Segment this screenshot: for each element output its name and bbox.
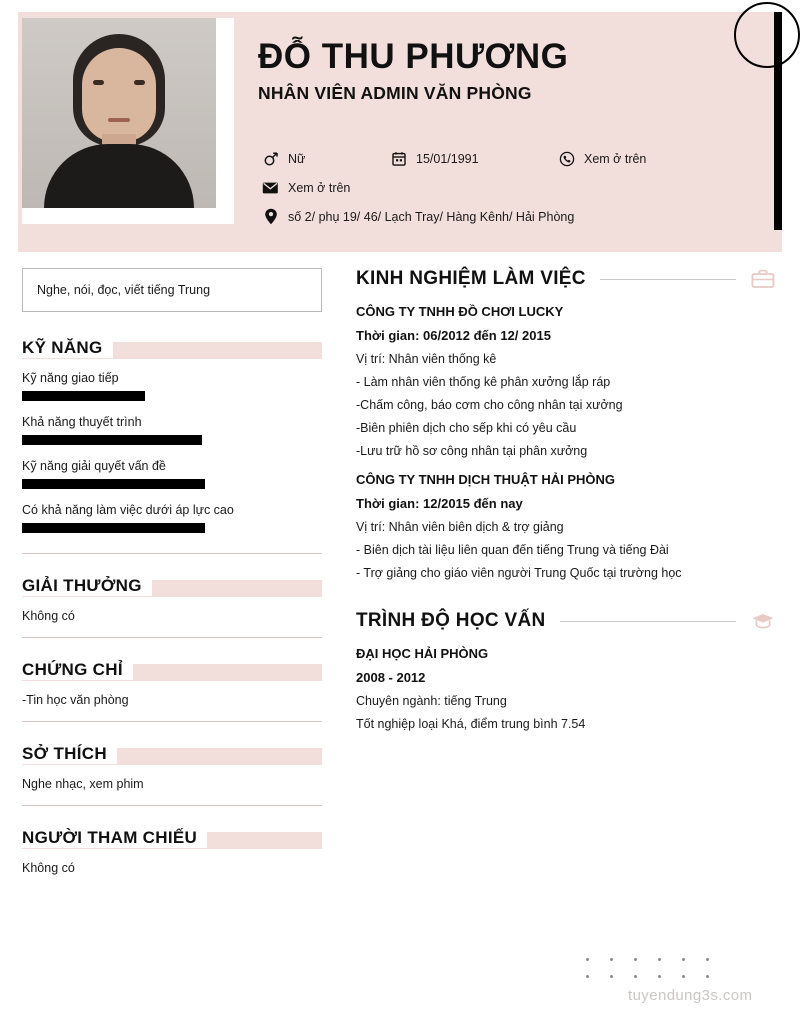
job-bullet: - Biên dịch tài liệu liên quan đến tiếng Trung và tiếng Đài: [356, 543, 669, 557]
contact-gender-label: Nữ: [288, 151, 306, 166]
skills-title: KỸ NĂNG: [22, 338, 113, 358]
skills-list: [22, 371, 322, 554]
awards-section: [22, 576, 322, 638]
certificates-body: -Tin học văn phòng: [22, 693, 322, 722]
job-bullet: -Biên phiên dịch cho sếp khi có yêu cầu: [356, 421, 577, 435]
skill-bar: [22, 391, 322, 401]
graduation-cap-icon: [750, 610, 776, 632]
job-time: Thời gian: 06/2012 đến 12/ 2015: [356, 328, 551, 343]
gender-icon: [262, 150, 279, 167]
skill-name: Khả năng thuyết trình: [22, 415, 142, 429]
skill-item: [22, 503, 322, 533]
skill-item: [22, 459, 322, 489]
contact-dob: [390, 150, 558, 167]
job-bullet: - Làm nhân viên thống kê phân xưởng lắp ráp: [356, 375, 611, 389]
contact-address: [262, 208, 574, 225]
hobbies-title: SỞ THÍCH: [22, 744, 117, 764]
contact-gender: [262, 150, 390, 167]
contact-phone-label: Xem ở trên: [584, 151, 647, 166]
job-bullet: -Chấm công, báo cơm cho công nhân tại xưởng: [356, 398, 623, 412]
name-block: [258, 38, 738, 104]
education-detail: Tốt nghiệp loại Khá, điểm trung bình 7.54: [356, 717, 586, 731]
left-column: [22, 268, 322, 911]
contact-row: [262, 208, 762, 225]
education-item: [356, 646, 776, 731]
hobbies-body: Nghe nhạc, xem phim: [22, 777, 322, 806]
education-heading: [356, 610, 776, 632]
skill-name: Kỹ năng giải quyết vấn đề: [22, 459, 166, 473]
experience-rule: [600, 279, 736, 280]
portrait-illustration: [22, 18, 216, 208]
skills-heading: [22, 338, 322, 358]
avatar: [22, 18, 216, 208]
education-rule: [560, 621, 736, 622]
skill-name: Có khả năng làm việc dưới áp lực cao: [22, 503, 234, 517]
skill-name: Kỹ năng giao tiếp: [22, 371, 119, 385]
language-box: Nghe, nói, đọc, viết tiếng Trung: [22, 268, 322, 312]
contact-info: [262, 150, 762, 237]
right-column: [356, 268, 776, 740]
experience-item: [356, 472, 776, 580]
contact-email: [262, 179, 350, 196]
contact-address-label: số 2/ phụ 19/ 46/ Lạch Tray/ Hàng Kênh/ Hải Phòng: [288, 209, 575, 224]
email-icon: [262, 179, 279, 196]
reference-section: [22, 828, 322, 889]
briefcase-icon: [750, 268, 776, 290]
certificates-heading: [22, 660, 322, 680]
hobbies-heading: [22, 744, 322, 764]
education-detail: Chuyên ngành: tiếng Trung: [356, 694, 507, 708]
certificates-title: CHỨNG CHỈ: [22, 660, 133, 680]
experience-title: KINH NGHIỆM LÀM VIỆC: [356, 268, 586, 289]
skill-bar: [22, 479, 322, 489]
reference-title: NGƯỜI THAM CHIẾU: [22, 828, 207, 848]
job-company: CÔNG TY TNHH DỊCH THUẬT HẢI PHÒNG: [356, 472, 616, 487]
header-circle-decoration: [734, 2, 800, 68]
hobbies-section: [22, 744, 322, 806]
awards-title: GIẢI THƯỞNG: [22, 576, 152, 596]
location-icon: [262, 208, 279, 225]
contact-row: [262, 150, 762, 167]
watermark: tuyendung3s.com: [628, 987, 753, 1004]
contact-row: [262, 179, 762, 196]
candidate-role: NHÂN VIÊN ADMIN VĂN PHÒNG: [258, 82, 532, 103]
contact-dob-label: 15/01/1991: [416, 151, 479, 166]
phone-icon: [558, 150, 575, 167]
education-title: TRÌNH ĐỘ HỌC VẤN: [356, 610, 546, 631]
education-years: 2008 - 2012: [356, 670, 426, 685]
experience-heading: [356, 268, 776, 290]
skills-section: [22, 338, 322, 554]
awards-heading: [22, 576, 322, 596]
job-bullet: - Trợ giảng cho giáo viên người Trung Quốc tại trường học: [356, 566, 682, 580]
experience-item: [356, 304, 776, 458]
job-position: Vị trí: Nhân viên thống kê: [356, 352, 497, 366]
job-time: Thời gian: 12/2015 đến nay: [356, 496, 523, 511]
skill-bar: [22, 523, 322, 533]
calendar-icon: [390, 150, 407, 167]
contact-email-label: Xem ở trên: [288, 180, 351, 195]
job-position: Vị trí: Nhân viên biên dịch & trợ giảng: [356, 520, 564, 534]
reference-heading: [22, 828, 322, 848]
job-company: CÔNG TY TNHH ĐỒ CHƠI LUCKY: [356, 304, 564, 319]
job-bullet: -Lưu trữ hồ sơ công nhân tại phân xưởng: [356, 444, 588, 458]
reference-body: Không có: [22, 861, 75, 875]
education-school: ĐẠI HỌC HẢI PHÒNG: [356, 646, 489, 661]
awards-body: Không có: [22, 609, 322, 638]
certificates-section: [22, 660, 322, 722]
contact-phone: [558, 150, 738, 167]
skill-item: [22, 415, 322, 445]
skill-bar: [22, 435, 322, 445]
skill-item: [22, 371, 322, 401]
candidate-name: ĐỖ THU PHƯƠNG: [258, 37, 569, 76]
